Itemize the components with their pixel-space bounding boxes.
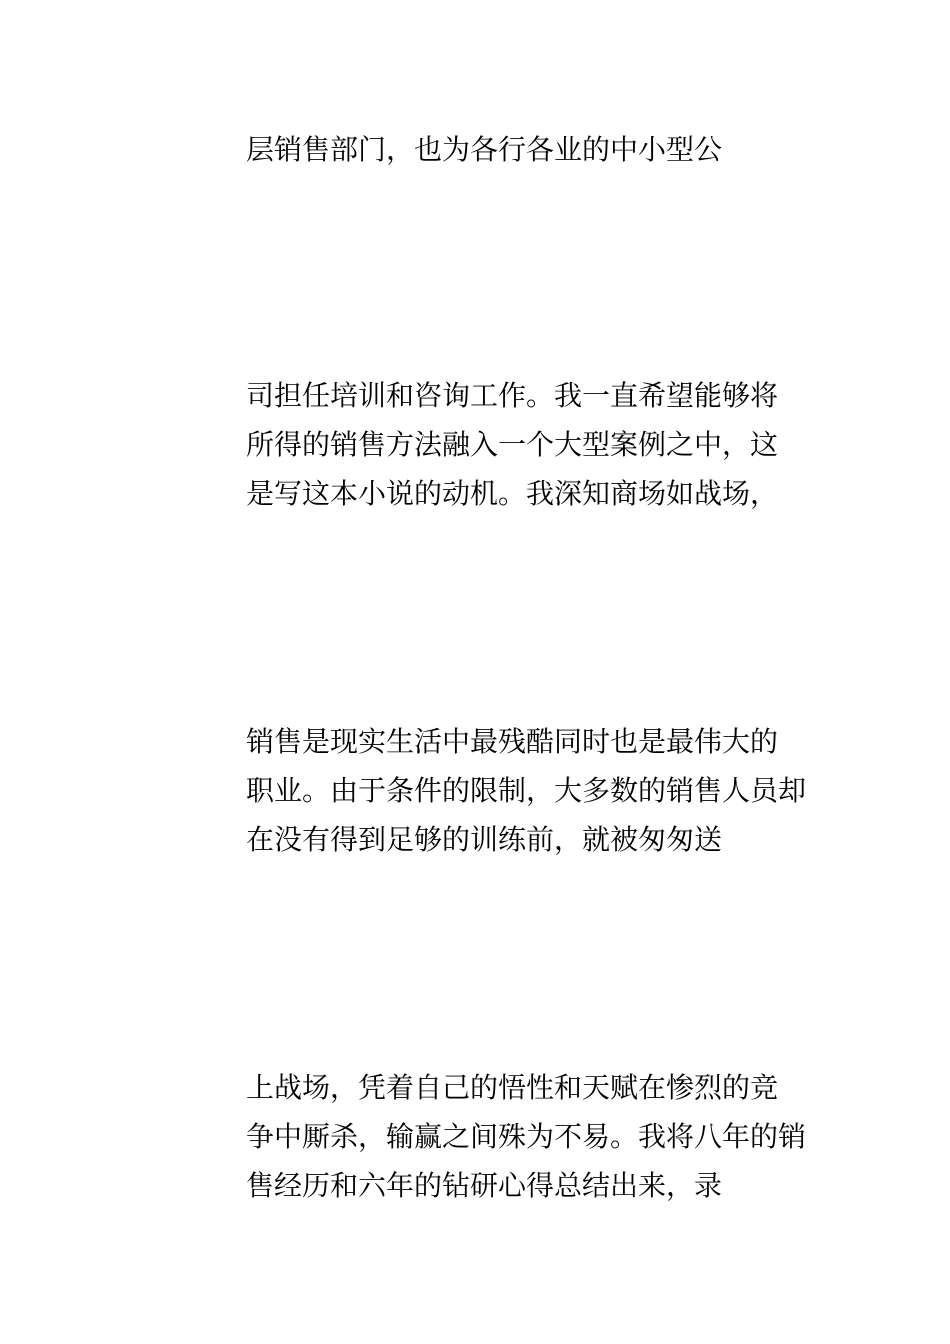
text-line: 争中厮杀，输赢之间殊为不易。我将八年的销: [246, 1120, 807, 1153]
text-block: [246, 1063, 846, 1210]
text-line: 上战场，凭着自己的悟性和天赋在惨烈的竞: [246, 1071, 779, 1104]
text-block: [246, 125, 846, 174]
text-block: [246, 371, 846, 518]
text-block: [246, 717, 846, 864]
text-line: 层销售部门，也为各行各业的中小型公: [246, 133, 723, 166]
text-line: 职业。由于条件的限制，大多数的销售人员却: [246, 774, 807, 807]
text-line: 是写这本小说的动机。我深知商场如战场，: [246, 477, 779, 510]
text-line: 在没有得到足够的训练前，就被匆匆送: [246, 823, 723, 856]
text-line: 销售是现实生活中最残酷同时也是最伟大的: [246, 725, 779, 758]
text-line: 所得的销售方法融入一个大型案例之中，这: [246, 428, 779, 461]
text-line: 售经历和六年的钻研心得总结出来，录: [246, 1169, 723, 1202]
text-line: 司担任培训和咨询工作。我一直希望能够将: [246, 379, 779, 412]
